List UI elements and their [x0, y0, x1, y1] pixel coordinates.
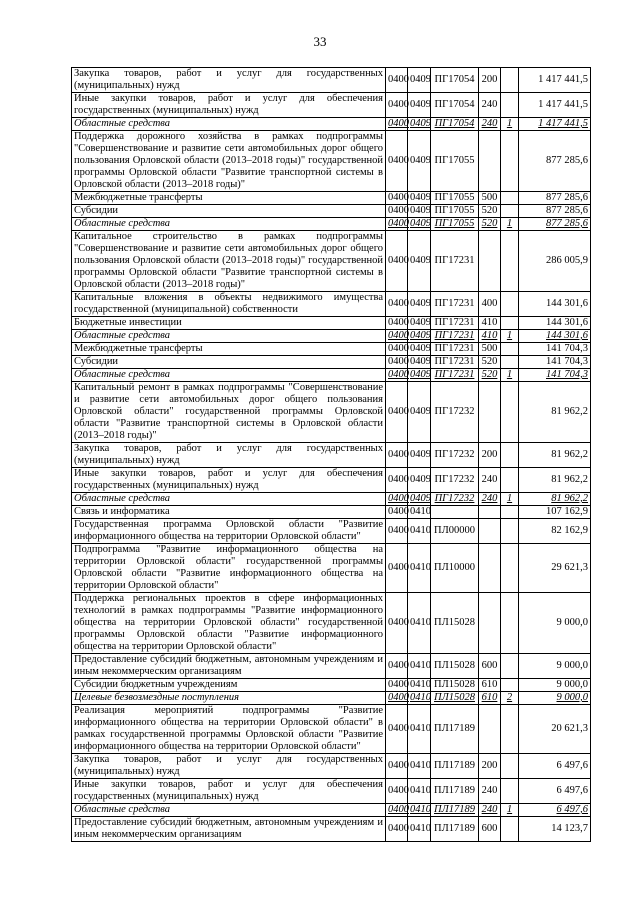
row-name-cell: Закупка товаров, работ и услуг для государственных (муниципальных) нужд	[72, 754, 386, 779]
amount-cell-text: 144 301,6	[546, 330, 588, 341]
table-row	[72, 292, 591, 317]
table-row	[72, 754, 591, 779]
target-article-cell: ПГ17231	[431, 231, 479, 292]
funding-source-cell	[501, 779, 519, 804]
row-name-cell: Областные средства	[72, 218, 386, 231]
section-code-cell: 0400	[386, 705, 408, 754]
amount-cell: 20 621,3	[519, 705, 591, 754]
subsection-code-cell: 0409	[408, 192, 431, 205]
expense-type-cell	[479, 544, 501, 593]
expense-type-cell-text: 240	[481, 804, 498, 815]
funding-source-cell-text: 1	[506, 218, 513, 229]
target-article-cell: ПЛ17189	[431, 817, 479, 842]
subsection-code-cell: 0409	[408, 356, 431, 369]
section-code-cell	[386, 493, 408, 506]
table-body	[72, 68, 591, 842]
table-row	[72, 192, 591, 205]
target-article-cell	[431, 118, 479, 131]
section-code-cell: 0400	[386, 544, 408, 593]
row-name-cell: Межбюджетные трансферты	[72, 192, 386, 205]
funding-source-cell	[501, 506, 519, 519]
row-name-cell: Целевые безвозмездные поступления	[72, 692, 386, 705]
expense-type-cell: 520	[479, 205, 501, 218]
funding-source-cell-text: 1	[506, 369, 513, 380]
amount-cell-text: 877 285,6	[546, 218, 588, 229]
expense-type-cell: 200	[479, 443, 501, 468]
row-name-cell: Субсидии	[72, 356, 386, 369]
target-article-cell: ПЛ15028	[431, 654, 479, 679]
target-article-cell-text: ПГ17231	[434, 330, 475, 341]
subsection-code-cell-text: 0409	[410, 369, 431, 380]
amount-cell: 107 162,9	[519, 506, 591, 519]
table-row	[72, 519, 591, 544]
table-row	[72, 68, 591, 93]
subsection-code-cell: 0410	[408, 705, 431, 754]
section-code-cell: 0400	[386, 779, 408, 804]
funding-source-cell	[501, 292, 519, 317]
subsection-code-cell-text: 0410	[410, 804, 431, 815]
section-code-cell	[386, 692, 408, 705]
funding-source-cell	[501, 593, 519, 654]
amount-cell: 9 000,0	[519, 679, 591, 692]
row-name-cell: Иные закупки товаров, работ и услуг для обеспечения государственных (муниципальных) нужд	[72, 468, 386, 493]
section-code-cell: 0400	[386, 68, 408, 93]
section-code-cell-text: 0400	[388, 118, 409, 129]
row-name-cell: Связь и информатика	[72, 506, 386, 519]
table-row	[72, 506, 591, 519]
amount-cell-text: 141 704,3	[546, 369, 588, 380]
amount-cell: 144 301,6	[519, 292, 591, 317]
subsection-code-cell	[408, 330, 431, 343]
target-article-cell	[431, 804, 479, 817]
subsection-code-cell	[408, 493, 431, 506]
section-code-cell-text: 0400	[388, 218, 409, 229]
section-code-cell: 0400	[386, 443, 408, 468]
expense-type-cell-text: 410	[481, 330, 498, 341]
expense-type-cell: 400	[479, 292, 501, 317]
page-number: 33	[313, 34, 327, 49]
table-row	[72, 231, 591, 292]
target-article-cell	[431, 692, 479, 705]
funding-source-cell	[501, 231, 519, 292]
target-article-cell	[431, 506, 479, 519]
section-code-cell: 0400	[386, 231, 408, 292]
expense-type-cell	[479, 369, 501, 382]
table-row	[72, 468, 591, 493]
row-name-cell: Межбюджетные трансферты	[72, 343, 386, 356]
row-name-cell: Предоставление субсидий бюджетным, автономным учреждениям и иным некоммерческим организациям	[72, 654, 386, 679]
subsection-code-cell: 0410	[408, 679, 431, 692]
section-code-cell	[386, 218, 408, 231]
target-article-cell-text: ПГ17232	[434, 493, 475, 504]
target-article-cell: ПГ17231	[431, 292, 479, 317]
row-name-cell: Субсидии бюджетным учреждениям	[72, 679, 386, 692]
section-code-cell: 0400	[386, 356, 408, 369]
amount-cell: 81 962,2	[519, 443, 591, 468]
subsection-code-cell-text: 0409	[410, 118, 431, 129]
subsection-code-cell: 0410	[408, 779, 431, 804]
funding-source-cell	[501, 654, 519, 679]
target-article-cell: ПГ17054	[431, 68, 479, 93]
section-code-cell: 0400	[386, 382, 408, 443]
subsection-code-cell: 0409	[408, 131, 431, 192]
expense-type-cell	[479, 692, 501, 705]
expense-type-cell: 240	[479, 779, 501, 804]
amount-cell	[519, 218, 591, 231]
row-name-cell: Поддержка дорожного хозяйства в рамках подпрограммы "Совершенствование и развитие сети автомобильных дорог общего пользования Орловской области (2013–2018 годы)" государственной программы Орловской области "Развитие транспортной системы в Орловской области (2013–2018 годы)"	[72, 131, 386, 192]
row-name-cell: Иные закупки товаров, работ и услуг для обеспечения государственных (муниципальных) нужд	[72, 779, 386, 804]
funding-source-cell	[501, 330, 519, 343]
amount-cell: 6 497,6	[519, 754, 591, 779]
target-article-cell: ПГ17055	[431, 192, 479, 205]
expense-type-cell	[479, 330, 501, 343]
expense-type-cell: 520	[479, 356, 501, 369]
funding-source-cell	[501, 356, 519, 369]
expense-type-cell-text: 240	[481, 493, 498, 504]
row-name-cell: Реализация мероприятий подпрограммы "Развитие информационного общества на территории Орловской области" в рамках государственной программы Орловской области "Развитие информационного общества на территории Орловской области"	[72, 705, 386, 754]
target-article-cell	[431, 330, 479, 343]
section-code-cell: 0400	[386, 754, 408, 779]
section-code-cell-text: 0400	[388, 369, 409, 380]
subsection-code-cell: 0409	[408, 443, 431, 468]
expense-type-cell	[479, 705, 501, 754]
expense-type-cell: 610	[479, 679, 501, 692]
subsection-code-cell: 0410	[408, 593, 431, 654]
expense-type-cell	[479, 506, 501, 519]
amount-cell	[519, 369, 591, 382]
funding-source-cell	[501, 468, 519, 493]
target-article-cell	[431, 493, 479, 506]
subsection-code-cell: 0409	[408, 343, 431, 356]
expense-type-cell	[479, 382, 501, 443]
subsection-code-cell: 0410	[408, 506, 431, 519]
expense-type-cell: 410	[479, 317, 501, 330]
row-name-cell: Областные средства	[72, 493, 386, 506]
table-row	[72, 443, 591, 468]
funding-source-cell	[501, 493, 519, 506]
expense-type-cell	[479, 804, 501, 817]
subsection-code-cell: 0409	[408, 93, 431, 118]
row-name-cell: Предоставление субсидий бюджетным, автономным учреждениям и иным некоммерческим организациям	[72, 817, 386, 842]
section-code-cell: 0400	[386, 817, 408, 842]
funding-source-cell	[501, 93, 519, 118]
row-name-cell: Бюджетные инвестиции	[72, 317, 386, 330]
target-article-cell-text: ПГ17231	[434, 369, 475, 380]
row-name-cell: Субсидии	[72, 205, 386, 218]
row-name-cell: Капитальные вложения в объекты недвижимого имущества государственной (муниципальной) собственности	[72, 292, 386, 317]
funding-source-cell	[501, 519, 519, 544]
table-row	[72, 654, 591, 679]
amount-cell: 14 123,7	[519, 817, 591, 842]
expense-type-cell	[479, 218, 501, 231]
amount-cell: 877 285,6	[519, 131, 591, 192]
section-code-cell: 0400	[386, 506, 408, 519]
expense-type-cell: 600	[479, 817, 501, 842]
section-code-cell: 0400	[386, 343, 408, 356]
row-name-cell: Областные средства	[72, 118, 386, 131]
table-row	[72, 118, 591, 131]
funding-source-cell	[501, 118, 519, 131]
section-code-cell: 0400	[386, 93, 408, 118]
subsection-code-cell: 0410	[408, 817, 431, 842]
subsection-code-cell: 0409	[408, 468, 431, 493]
budget-table	[71, 67, 591, 842]
expense-type-cell: 200	[479, 68, 501, 93]
expense-type-cell: 200	[479, 754, 501, 779]
funding-source-cell	[501, 205, 519, 218]
amount-cell: 6 497,6	[519, 779, 591, 804]
table-row	[72, 779, 591, 804]
table-row	[72, 692, 591, 705]
expense-type-cell-text: 520	[481, 369, 498, 380]
amount-cell-text: 1 417 441,5	[538, 118, 588, 129]
funding-source-cell	[501, 544, 519, 593]
target-article-cell: ПЛ15028	[431, 679, 479, 692]
funding-source-cell	[501, 218, 519, 231]
target-article-cell	[431, 369, 479, 382]
amount-cell: 877 285,6	[519, 205, 591, 218]
target-article-cell: ПГ17232	[431, 468, 479, 493]
subsection-code-cell-text: 0409	[410, 330, 431, 341]
target-article-cell: ПЛ00000	[431, 519, 479, 544]
funding-source-cell	[501, 317, 519, 330]
subsection-code-cell: 0410	[408, 544, 431, 593]
expense-type-cell-text: 520	[481, 218, 498, 229]
amount-cell	[519, 692, 591, 705]
section-code-cell	[386, 804, 408, 817]
amount-cell: 877 285,6	[519, 192, 591, 205]
amount-cell: 141 704,3	[519, 343, 591, 356]
expense-type-cell-text: 610	[481, 692, 498, 703]
row-name-cell: Закупка товаров, работ и услуг для государственных (муниципальных) нужд	[72, 443, 386, 468]
amount-cell: 1 417 441,5	[519, 68, 591, 93]
section-code-cell-text: 0400	[388, 493, 409, 504]
subsection-code-cell: 0410	[408, 519, 431, 544]
funding-source-cell	[501, 343, 519, 356]
subsection-code-cell: 0410	[408, 754, 431, 779]
subsection-code-cell: 0409	[408, 68, 431, 93]
section-code-cell: 0400	[386, 468, 408, 493]
section-code-cell: 0400	[386, 679, 408, 692]
table-row	[72, 593, 591, 654]
funding-source-cell	[501, 68, 519, 93]
target-article-cell: ПГ17055	[431, 131, 479, 192]
target-article-cell: ПЛ15028	[431, 593, 479, 654]
subsection-code-cell: 0409	[408, 382, 431, 443]
target-article-cell: ПЛ17189	[431, 705, 479, 754]
target-article-cell: ПГ17054	[431, 93, 479, 118]
subsection-code-cell	[408, 369, 431, 382]
subsection-code-cell	[408, 218, 431, 231]
amount-cell: 9 000,0	[519, 593, 591, 654]
amount-cell-text: 9 000,0	[556, 692, 588, 703]
funding-source-cell-text: 2	[506, 692, 513, 703]
table-row	[72, 705, 591, 754]
funding-source-cell	[501, 692, 519, 705]
amount-cell: 286 005,9	[519, 231, 591, 292]
table-row	[72, 679, 591, 692]
funding-source-cell	[501, 817, 519, 842]
funding-source-cell	[501, 679, 519, 692]
funding-source-cell-text: 1	[506, 493, 513, 504]
funding-source-cell	[501, 754, 519, 779]
table-row	[72, 93, 591, 118]
table-row	[72, 369, 591, 382]
expense-type-cell: 500	[479, 343, 501, 356]
target-article-cell: ПГ17231	[431, 343, 479, 356]
expense-type-cell: 600	[479, 654, 501, 679]
subsection-code-cell: 0409	[408, 317, 431, 330]
subsection-code-cell	[408, 804, 431, 817]
section-code-cell: 0400	[386, 593, 408, 654]
table-row	[72, 343, 591, 356]
target-article-cell: ПГ17232	[431, 443, 479, 468]
target-article-cell-text: ПГ17055	[434, 218, 475, 229]
target-article-cell: ПГ17231	[431, 317, 479, 330]
row-name-cell: Иные закупки товаров, работ и услуг для обеспечения государственных (муниципальных) нужд	[72, 93, 386, 118]
amount-cell: 81 962,2	[519, 382, 591, 443]
row-name-cell: Областные средства	[72, 804, 386, 817]
funding-source-cell-text: 1	[506, 804, 513, 815]
section-code-cell	[386, 369, 408, 382]
section-code-cell: 0400	[386, 654, 408, 679]
table-row	[72, 218, 591, 231]
expense-type-cell-text: 240	[481, 118, 498, 129]
expense-type-cell	[479, 231, 501, 292]
row-name-cell: Областные средства	[72, 369, 386, 382]
funding-source-cell	[501, 804, 519, 817]
amount-cell	[519, 330, 591, 343]
table-row	[72, 544, 591, 593]
table-row	[72, 382, 591, 443]
funding-source-cell	[501, 443, 519, 468]
section-code-cell-text: 0400	[388, 330, 409, 341]
subsection-code-cell-text: 0410	[410, 692, 431, 703]
target-article-cell-text: ПГ17054	[434, 118, 475, 129]
expense-type-cell	[479, 593, 501, 654]
subsection-code-cell: 0410	[408, 654, 431, 679]
section-code-cell	[386, 118, 408, 131]
row-name-cell: Государственная программа Орловской области "Развитие информационного общества на территории Орловской области"	[72, 519, 386, 544]
amount-cell	[519, 804, 591, 817]
subsection-code-cell-text: 0409	[410, 218, 431, 229]
target-article-cell	[431, 218, 479, 231]
table-row	[72, 817, 591, 842]
target-article-cell: ПГ17231	[431, 356, 479, 369]
subsection-code-cell	[408, 118, 431, 131]
row-name-cell: Поддержка региональных проектов в сфере информационных технологий в рамках подпрограммы "Развитие информационного общества на территории Орловской области" государственной программы Орловской области "Развитие информационного общества на территории Орловской области"	[72, 593, 386, 654]
expense-type-cell: 500	[479, 192, 501, 205]
amount-cell: 82 162,9	[519, 519, 591, 544]
amount-cell: 29 621,3	[519, 544, 591, 593]
target-article-cell: ПГ17055	[431, 205, 479, 218]
row-name-cell: Подпрограмма "Развитие информационного общества на территории Орловской области" государственной программы Орловской области "Развитие информационного общества на территории Орловской области"	[72, 544, 386, 593]
table-row	[72, 330, 591, 343]
funding-source-cell	[501, 382, 519, 443]
funding-source-cell	[501, 131, 519, 192]
expense-type-cell	[479, 131, 501, 192]
amount-cell: 1 417 441,5	[519, 93, 591, 118]
section-code-cell: 0400	[386, 205, 408, 218]
table-row	[72, 356, 591, 369]
amount-cell: 141 704,3	[519, 356, 591, 369]
amount-cell: 81 962,2	[519, 468, 591, 493]
amount-cell	[519, 493, 591, 506]
table-row	[72, 493, 591, 506]
funding-source-cell-text: 1	[506, 118, 513, 129]
subsection-code-cell	[408, 692, 431, 705]
section-code-cell	[386, 330, 408, 343]
section-code-cell: 0400	[386, 192, 408, 205]
funding-source-cell-text: 1	[506, 330, 513, 341]
funding-source-cell	[501, 192, 519, 205]
subsection-code-cell: 0409	[408, 292, 431, 317]
amount-cell	[519, 118, 591, 131]
amount-cell-text: 81 962,2	[551, 493, 588, 504]
expense-type-cell	[479, 118, 501, 131]
table-row	[72, 205, 591, 218]
target-article-cell: ПГ17232	[431, 382, 479, 443]
row-name-cell: Капитальный ремонт в рамках подпрограммы "Совершенствование и развитие сети автомобильных дорог общего пользования Орловской области" государственной программы Орловской области "Развитие транспортной системы в Орловской области (2013–2018 годы)"	[72, 382, 386, 443]
target-article-cell: ПЛ17189	[431, 779, 479, 804]
subsection-code-cell: 0409	[408, 231, 431, 292]
row-name-cell: Капитальное строительство в рамках подпрограммы "Совершенствование и развитие сети автомобильных дорог общего пользования Орловской области (2013–2018 годы)" государственной программы Орловской области "Развитие транспортной системы в Орловской области (2013–2018 годы)"	[72, 231, 386, 292]
table-row	[72, 131, 591, 192]
target-article-cell-text: ПЛ15028	[434, 692, 475, 703]
section-code-cell-text: 0400	[388, 804, 409, 815]
expense-type-cell	[479, 493, 501, 506]
row-name-cell: Закупка товаров, работ и услуг для государственных (муниципальных) нужд	[72, 68, 386, 93]
section-code-cell: 0400	[386, 131, 408, 192]
expense-type-cell: 240	[479, 468, 501, 493]
section-code-cell-text: 0400	[388, 692, 409, 703]
table-row	[72, 804, 591, 817]
target-article-cell: ПЛ10000	[431, 544, 479, 593]
amount-cell: 9 000,0	[519, 654, 591, 679]
expense-type-cell: 240	[479, 93, 501, 118]
subsection-code-cell-text: 0409	[410, 493, 431, 504]
funding-source-cell	[501, 705, 519, 754]
section-code-cell: 0400	[386, 317, 408, 330]
table-row	[72, 317, 591, 330]
row-name-cell: Областные средства	[72, 330, 386, 343]
funding-source-cell	[501, 369, 519, 382]
target-article-cell-text: ПЛ17189	[434, 804, 475, 815]
subsection-code-cell: 0409	[408, 205, 431, 218]
target-article-cell: ПЛ17189	[431, 754, 479, 779]
section-code-cell: 0400	[386, 292, 408, 317]
section-code-cell: 0400	[386, 519, 408, 544]
amount-cell-text: 6 497,6	[556, 804, 588, 815]
amount-cell: 144 301,6	[519, 317, 591, 330]
expense-type-cell	[479, 519, 501, 544]
